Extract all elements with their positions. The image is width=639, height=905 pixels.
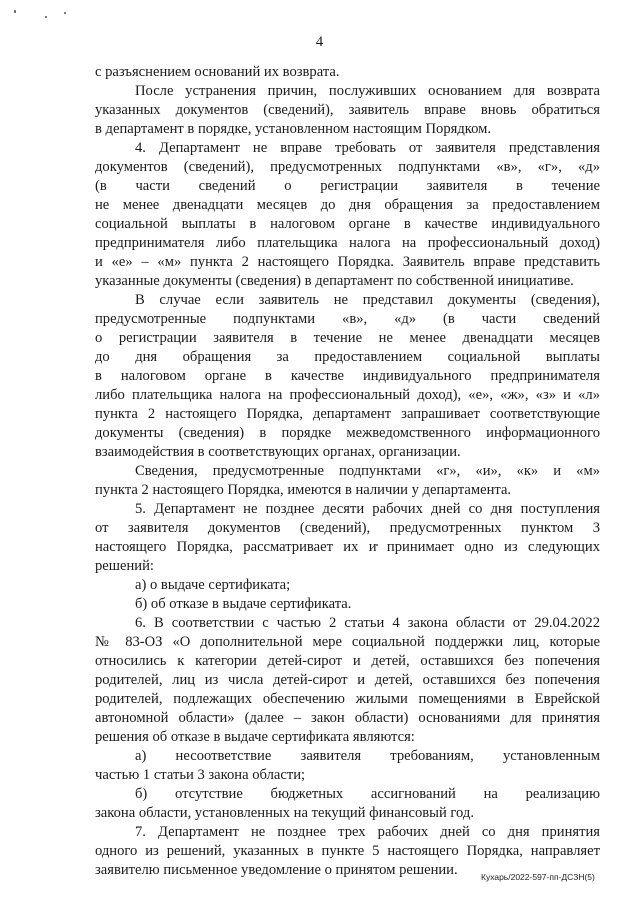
text-line: настоящего Порядка, рассматривает их и принимает одно из следующих — [95, 539, 600, 555]
text-line: 6. В соответствии с частью 2 статьи 4 закона области от 29.04.2022 — [135, 615, 600, 631]
text-line: б) отсутствие бюджетных ассигнований на реализацию — [135, 786, 600, 802]
text-line: пункта 2 настоящего Порядка, департамент запрашивает соответствующие — [95, 406, 600, 422]
text-line: решений: — [95, 558, 154, 574]
text-line: частью 1 статьи 3 закона области; — [95, 767, 306, 783]
scan-speck — [14, 10, 16, 13]
text-line: 4. Департамент не вправе требовать от заявителя представления — [135, 140, 600, 156]
text-line: 7. Департамент не позднее трех рабочих дней со дня принятия — [135, 824, 600, 840]
text-line: автономной области» (далее – закон области) основаниями для принятия — [95, 710, 600, 726]
text-line: в налоговом органе в качестве индивидуального предпринимателя — [95, 368, 600, 384]
text-line: родителей, подлежащих обеспечению жилыми помещениями в Еврейской — [95, 691, 600, 707]
text-line: одного из решений, указанных в пункте 5 настоящего Порядка, направляет — [95, 843, 600, 859]
text-line: в департамент в порядке, установленном настоящим Порядком. — [95, 121, 492, 137]
text-line: предусмотренные подпунктами «в», «д» (в части сведений — [95, 311, 600, 327]
text-line: либо плательщика налога на профессиональный доход), «е», «ж», «з» и «л» — [95, 387, 600, 403]
text-line: После устранения причин, послуживших основанием для возврата — [135, 83, 600, 99]
page-number: 4 — [315, 34, 324, 50]
text-line: (в части сведений о регистрации заявителя в течение — [95, 178, 600, 194]
document-footer-code: Кухарь/2022-597-пп-ДСЗН(5) — [481, 872, 595, 882]
text-line: от заявителя документов (сведений), предусмотренных пунктом 3 — [95, 520, 600, 536]
document-body — [95, 63, 600, 880]
text-line: до дня обращения за предоставлением социальной выплаты — [95, 349, 600, 365]
text-line: не менее двенадцати месяцев до дня обращения за предоставлением — [95, 197, 600, 213]
text-line: документы (сведения) в порядке межведомственного информационного — [95, 425, 600, 441]
text-line: документов (сведений), предусмотренных подпунктами «в», «г», «д» — [95, 159, 600, 175]
scan-speck — [64, 12, 66, 14]
text-line: взаимодействия в соответствующих органах, организации. — [95, 444, 461, 460]
text-line: указанные документы (сведения) в департамент по собственной инициативе. — [95, 273, 574, 289]
text-line: б) об отказе в выдаче сертификата. — [135, 596, 352, 612]
text-line: социальной выплаты в налоговом органе в качестве индивидуального — [95, 216, 600, 232]
text-line: указанных документов (сведений), заявитель вправе вновь обратиться — [95, 102, 600, 118]
text-line: с разъяснением оснований их возврата. — [95, 64, 340, 80]
text-line: а) о выдаче сертификата; — [135, 577, 291, 593]
text-line: 5. Департамент не позднее десяти рабочих дней со дня поступления — [135, 501, 600, 517]
text-line: пункта 2 настоящего Порядка, имеются в наличии у департамента. — [95, 482, 512, 498]
text-line: Сведения, предусмотренные подпунктами «г», «и», «к» и «м» — [135, 463, 600, 479]
text-line: предпринимателя либо плательщика налога на профессиональный доход) — [95, 235, 600, 251]
text-line: В случае если заявитель не представил документы (сведения), — [135, 292, 600, 308]
text-line: закона области, установленных на текущий финансовый год. — [95, 805, 474, 821]
text-line: заявителю письменное уведомление о принятом решении. — [95, 862, 458, 878]
text-line: № 83-ОЗ «О дополнительной мере социальной поддержки лиц, которые — [95, 634, 600, 650]
text-line: и «е» – «м» пункта 2 настоящего Порядка. Заявитель вправе представить — [95, 254, 600, 270]
text-line: о регистрации заявителя в течение не менее двенадцати месяцев — [95, 330, 600, 346]
text-line: относились к категории детей-сирот и детей, оставшихся без попечения — [95, 653, 600, 669]
scan-speck — [45, 16, 47, 18]
text-line: родителей, лиц из числа детей-сирот и детей, оставшихся без попечения — [95, 672, 600, 688]
text-line: а) несоответствие заявителя требованиям, установленным — [135, 748, 600, 764]
text-line: решения об отказе в выдаче сертификата являются: — [95, 729, 415, 745]
